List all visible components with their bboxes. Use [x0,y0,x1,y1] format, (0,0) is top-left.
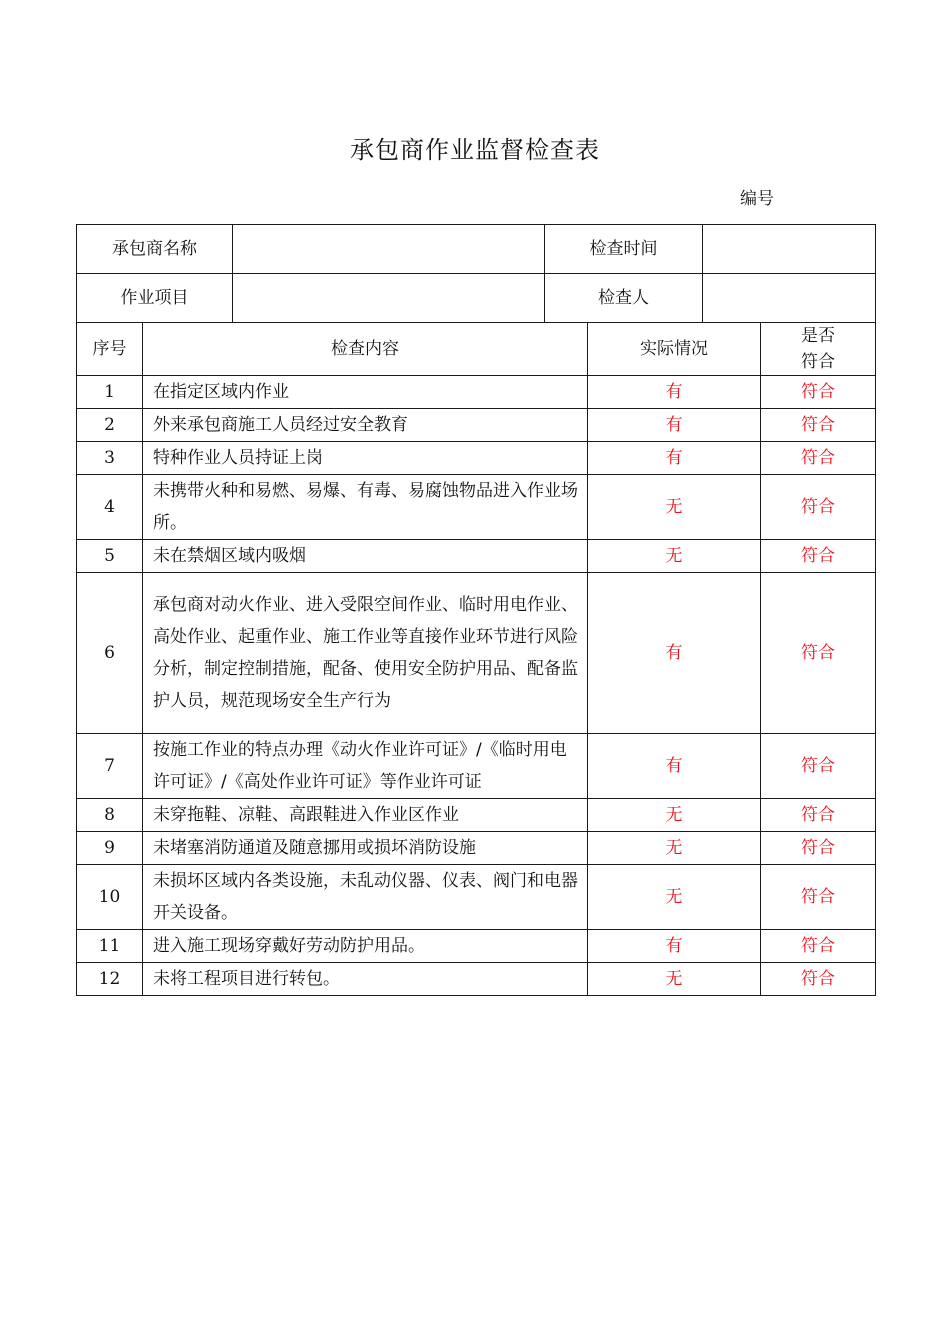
row-content: 未损坏区域内各类设施，未乱动仪器、仪表、阀门和电器开关设备。 [143,865,588,930]
table-row [77,442,876,475]
info-row-contractor [77,225,876,274]
table-row [77,799,876,832]
work-item-field[interactable] [233,274,545,323]
row-compliance-status[interactable]: 符合 [761,930,876,963]
column-header-compliant-line1: 是否 [801,326,835,346]
table-row [77,832,876,865]
row-number: 11 [77,930,143,963]
row-number: 4 [77,475,143,540]
table-row [77,376,876,409]
row-content: 未堵塞消防通道及随意挪用或损坏消防设施 [143,832,588,865]
table-row [77,540,876,573]
row-compliance-status[interactable]: 符合 [761,442,876,475]
check-time-label: 检查时间 [545,225,703,274]
row-compliance-status[interactable]: 符合 [761,376,876,409]
table-row [77,734,876,799]
row-actual-status[interactable]: 无 [588,963,761,996]
row-number: 7 [77,734,143,799]
row-actual-status[interactable]: 有 [588,442,761,475]
page-title: 承包商作业监督检查表 [350,136,600,164]
row-content: 未在禁烟区域内吸烟 [143,540,588,573]
row-actual-status[interactable]: 无 [588,865,761,930]
row-actual-status[interactable]: 有 [588,734,761,799]
column-header-compliant-line2: 符合 [801,352,835,372]
row-actual-status[interactable]: 无 [588,475,761,540]
checklist-table [76,322,876,996]
column-header-actual: 实际情况 [588,323,761,376]
row-content: 按施工作业的特点办理《动火作业许可证》/《临时用电许可证》/《高处作业许可证》等作业许可证 [143,734,588,799]
table-row [77,573,876,734]
row-number: 9 [77,832,143,865]
row-compliance-status[interactable]: 符合 [761,799,876,832]
checklist-header-row [77,323,876,376]
row-actual-status[interactable]: 无 [588,540,761,573]
row-number: 6 [77,573,143,734]
row-number: 3 [77,442,143,475]
row-actual-status[interactable]: 有 [588,409,761,442]
row-actual-status[interactable]: 有 [588,930,761,963]
row-compliance-status[interactable]: 符合 [761,573,876,734]
contractor-name-field[interactable] [233,225,545,274]
inspector-field[interactable] [703,274,876,323]
row-compliance-status[interactable]: 符合 [761,963,876,996]
row-compliance-status[interactable]: 符合 [761,832,876,865]
table-row [77,963,876,996]
row-content: 特种作业人员持证上岗 [143,442,588,475]
check-time-field[interactable] [703,225,876,274]
row-number: 8 [77,799,143,832]
row-compliance-status[interactable]: 符合 [761,540,876,573]
info-row-work-item [77,274,876,323]
work-item-label: 作业项目 [77,274,233,323]
inspector-label: 检查人 [545,274,703,323]
row-number: 1 [77,376,143,409]
column-header-compliant [761,323,876,376]
row-number: 12 [77,963,143,996]
row-content: 未将工程项目进行转包。 [143,963,588,996]
table-row [77,475,876,540]
column-header-no: 序号 [77,323,143,376]
row-compliance-status[interactable]: 符合 [761,734,876,799]
row-compliance-status[interactable]: 符合 [761,475,876,540]
info-table [76,224,876,323]
row-content: 进入施工现场穿戴好劳动防护用品。 [143,930,588,963]
row-compliance-status[interactable]: 符合 [761,409,876,442]
row-number: 5 [77,540,143,573]
row-actual-status[interactable]: 无 [588,832,761,865]
column-header-content: 检查内容 [143,323,588,376]
table-row [77,865,876,930]
row-actual-status[interactable]: 有 [588,573,761,734]
row-actual-status[interactable]: 有 [588,376,761,409]
table-row [77,409,876,442]
row-content: 承包商对动火作业、进入受限空间作业、临时用电作业、高处作业、起重作业、施工作业等直接作业环节进行风险分析，制定控制措施，配备、使用安全防护用品、配备监护人员，规范现场安全生产行为 [143,573,588,734]
row-content: 外来承包商施工人员经过安全教育 [143,409,588,442]
row-actual-status[interactable]: 无 [588,799,761,832]
row-compliance-status[interactable]: 符合 [761,865,876,930]
table-row [77,930,876,963]
row-content: 未穿拖鞋、凉鞋、高跟鞋进入作业区作业 [143,799,588,832]
row-number: 2 [77,409,143,442]
contractor-name-label: 承包商名称 [77,225,233,274]
serial-number-label: 编号 [740,189,774,209]
row-content: 未携带火种和易燃、易爆、有毒、易腐蚀物品进入作业场所。 [143,475,588,540]
row-number: 10 [77,865,143,930]
row-content: 在指定区域内作业 [143,376,588,409]
